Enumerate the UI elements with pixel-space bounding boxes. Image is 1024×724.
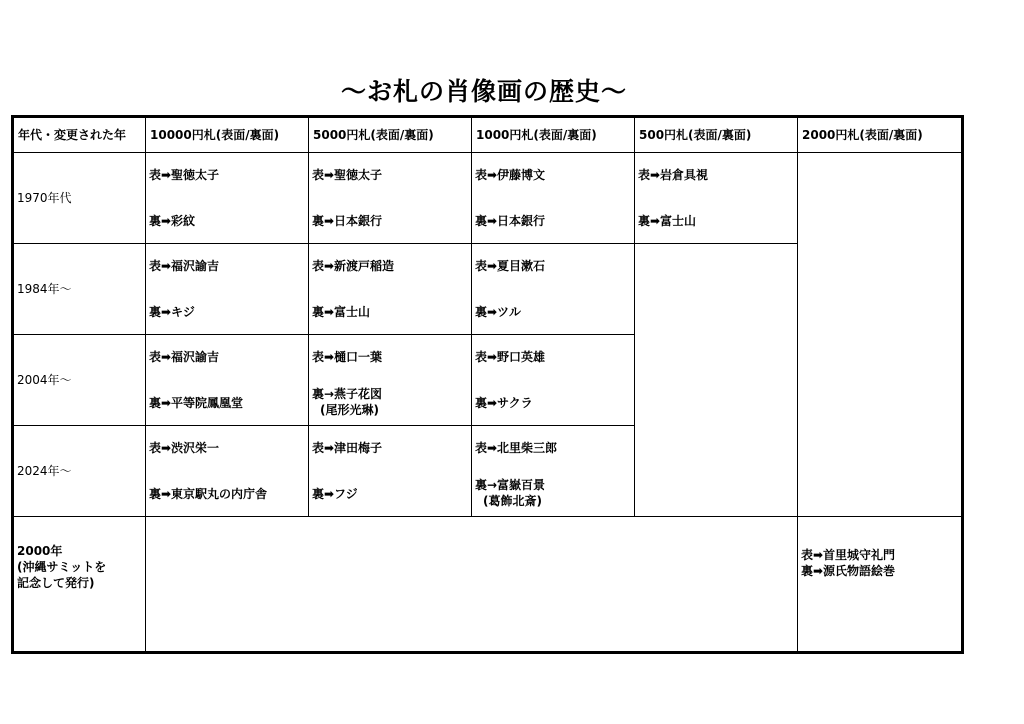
- header-10000: 10000円札(表面/裏面): [146, 117, 309, 153]
- back-design: 裏➡日本銀行: [475, 214, 546, 228]
- table-row: [13, 517, 963, 653]
- back-design: 裏➡富士山: [312, 305, 371, 319]
- era-label-2000: [13, 517, 146, 653]
- cell-10000: [146, 244, 309, 335]
- back-design: 裏➡彩紋: [149, 214, 196, 228]
- cell-1000: [472, 426, 635, 517]
- cell-2000: [798, 517, 963, 653]
- cell-5000: [309, 426, 472, 517]
- back-design: 裏➡平等院鳳凰堂: [149, 396, 244, 410]
- back-design: 裏➡ツル: [475, 305, 522, 319]
- cell-5000: [309, 153, 472, 244]
- banknote-history-table: [11, 115, 964, 654]
- cell-500-empty: [635, 244, 798, 517]
- cell-1000: [472, 153, 635, 244]
- era-label: 2024年〜: [13, 426, 146, 517]
- front-portrait: 表➡北里柴三郎: [475, 441, 558, 455]
- era-label: 2004年〜: [13, 335, 146, 426]
- back-design: 裏➡富士山: [638, 214, 697, 228]
- header-5000: 5000円札(表面/裏面): [309, 117, 472, 153]
- cell-10000: [146, 426, 309, 517]
- front-portrait: 表➡福沢諭吉: [149, 350, 220, 364]
- era-year: 2000年: [17, 544, 63, 558]
- artist-note: (葛飾北斎): [483, 494, 542, 508]
- era-note: (沖縄サミットを: [17, 560, 107, 574]
- front-portrait: 表➡津田梅子: [312, 441, 383, 455]
- front-portrait: 表➡野口英雄: [475, 350, 546, 364]
- front-portrait: 表➡夏目漱石: [475, 259, 546, 273]
- back-design: 裏➡キジ: [149, 305, 195, 319]
- cell-empty-span: [146, 517, 798, 653]
- back-design: 裏→富嶽百景: [475, 478, 546, 492]
- era-note: 記念して発行): [17, 576, 95, 590]
- front-portrait: 表➡聖徳太子: [312, 168, 383, 182]
- cell-5000: [309, 335, 472, 426]
- back-design: 裏➡源氏物語絵巻: [801, 564, 896, 578]
- back-design-block: [312, 386, 382, 418]
- table-row: [13, 153, 963, 244]
- artist-note: (尾形光琳): [320, 403, 379, 417]
- era-label: 1984年〜: [13, 244, 146, 335]
- front-portrait: 表➡福沢諭吉: [149, 259, 220, 273]
- back-design-block: [475, 477, 545, 509]
- header-2000: 2000円札(表面/裏面): [798, 117, 963, 153]
- header-1000: 1000円札(表面/裏面): [472, 117, 635, 153]
- front-portrait: 表➡伊藤博文: [475, 168, 546, 182]
- page-title: 〜お札の肖像画の歴史〜: [340, 77, 627, 106]
- cell-10000: [146, 153, 309, 244]
- front-portrait: 表➡渋沢栄一: [149, 441, 220, 455]
- cell-10000: [146, 335, 309, 426]
- era-label: 1970年代: [13, 153, 146, 244]
- front-portrait: 表➡聖徳太子: [149, 168, 220, 182]
- front-portrait: 表➡新渡戸稲造: [312, 259, 395, 273]
- front-portrait: 表➡岩倉具視: [638, 168, 709, 182]
- cell-5000: [309, 244, 472, 335]
- back-design: 裏➡フジ: [312, 487, 358, 501]
- cell-1000: [472, 244, 635, 335]
- header-row: [13, 117, 963, 153]
- back-design: 裏➡東京駅丸の内庁舎: [149, 487, 268, 501]
- cell-2000-empty: [798, 153, 963, 517]
- front-design: 表➡首里城守礼門: [801, 548, 896, 562]
- back-design: 裏➡サクラ: [475, 396, 533, 410]
- back-design: 裏➡日本銀行: [312, 214, 383, 228]
- header-era: 年代・変更された年: [13, 117, 146, 153]
- header-500: 500円札(表面/裏面): [635, 117, 798, 153]
- front-portrait: 表➡樋口一葉: [312, 350, 383, 364]
- cell-1000: [472, 335, 635, 426]
- back-design: 裏→燕子花図: [312, 387, 383, 401]
- cell-500: [635, 153, 798, 244]
